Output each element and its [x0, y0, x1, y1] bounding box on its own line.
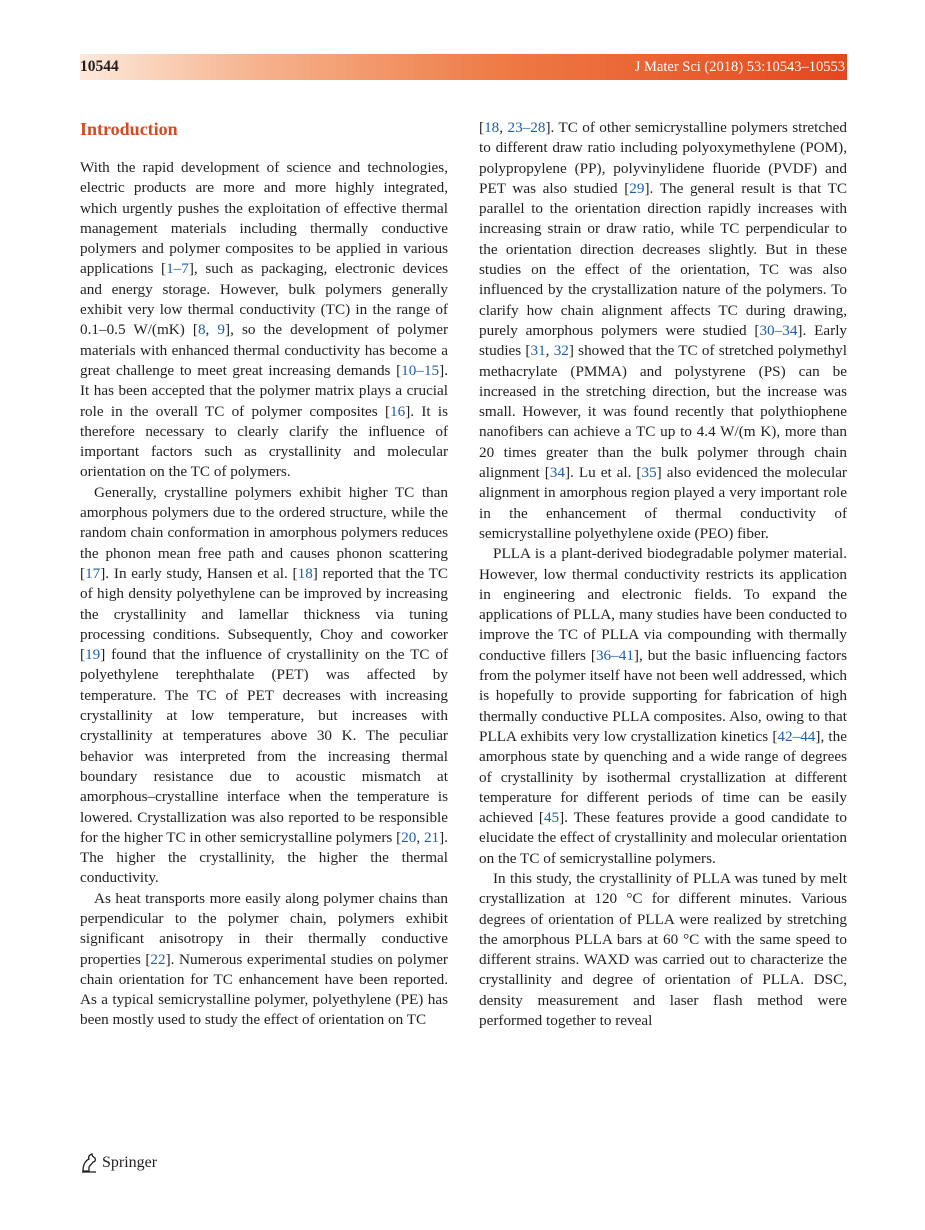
paragraph [80, 158, 448, 483]
paragraph-text: ]. TC of other semicrystalline polymers stretched to different draw ratio including polyoxymethylene (POM), polypropylene (PP), polyvinylidene fluoride (PVDF) and PET was also studied [ [479, 119, 848, 197]
paragraph-text: In this study, the crystallinity of PLLA was tuned by melt crystallization at 120 °C for different minutes. Various degrees of orientation of PLLA were realized by stretching the amorphous PLLA bars at 60 °C with the same speed to different strains. WAXD was carried out to characterize the crystallinity and degree of orientation of PLLA. DSC, density measurement and laser flash method were performed together to reveal [479, 869, 847, 1030]
paragraph-text: PLLA is a plant-derived biodegradable polymer material. However, low thermal conductivity restricts its application in engineering and electronic fields. To expand the applications of PLLA, many studies have been conducted to improve the TC of PLLA via compounding with thermally conductive fillers [ [479, 545, 847, 664]
paragraph-text: ] also evidenced the molecular alignment in amorphous region played a very important role in the enhancement of thermal conductivity of semicrystalline polyethylene oxide (PEO) fiber. [479, 464, 847, 542]
right-column [479, 118, 847, 1031]
citation-link[interactable]: 45 [543, 809, 560, 827]
citation-link[interactable]: 21 [423, 828, 440, 846]
paragraph [479, 869, 847, 1031]
citation-link[interactable]: 8 [197, 321, 206, 339]
paragraph-text: , [499, 119, 508, 136]
citation-link[interactable]: 22 [150, 950, 166, 968]
paragraph-text: ]. These features provide a good candidate to elucidate the effect of crystallinity and molecular orientation on the TC of semicrystalline polymers. [479, 809, 847, 867]
paragraph-text: ], the amorphous state by quenching and a wide range of degrees of crystallinity by isothermal crystallization at different temperature for different periods of time can be easily achieved [ [479, 727, 847, 827]
paragraph-text: , [416, 828, 424, 846]
paragraph-text: ]. It is therefore necessary to clearly clarify the influence of important factors such as crystallinity and molecular orientation on the TC of polymers. [80, 402, 449, 481]
paragraph-text: ], such as packaging, electronic devices and energy storage. However, bulk polymers generally exhibit very low thermal conductivity (TC) in the range of 0.1–0.5 W/(mK) [ [80, 260, 448, 339]
paragraph [80, 889, 448, 1031]
paragraph-text: ] showed that the TC of stretched polymethyl methacrylate (PMMA) and polystyrene (PS) can be increased in the stretching direction, but the increase was small. However, it was found recently that polythiophene nanofibers can achieve a TC up to 4.4 W/(m K), more than 20 times greater than the bulk polymer through chain alignment [ [479, 342, 847, 482]
footer-logo [80, 1153, 157, 1173]
paragraph-text: ] found that the influence of crystallinity on the TC of polyethylene terephthalate (PET) was affected by temperature. The TC of PET decreases with increasing crystallinity at low temperature, but increases with crystallinity at temperatures above 30 K. The peculiar behavior was interpreted from the increasing thermal boundary resistance due to acoustic mismatch at amorphous–crystalline interface when the temperature is lowered. Crystallization was also reported to be responsible for the higher TC in other semicrystalline polymers [ [80, 646, 448, 846]
section-title: Introduction [80, 119, 178, 139]
citation-link[interactable]: 34 [549, 464, 565, 482]
paragraph [479, 544, 847, 869]
citation-link[interactable]: 9 [217, 321, 226, 339]
citation-link[interactable]: 18 [297, 564, 313, 582]
citation-link[interactable]: 17 [85, 564, 101, 582]
springer-horse-icon [80, 1153, 98, 1173]
citation-link[interactable]: 23–28 [507, 119, 546, 136]
paragraph-text: Generally, crystalline polymers exhibit higher TC than amorphous polymers due to the ordered structure, while the random chain conformation in amorphous polymers reduces the phonon mean free path and causes phonon scattering [ [80, 483, 448, 582]
paragraph-text: ]. Lu et al. [ [564, 464, 642, 482]
paragraph-text: ], so the development of polymer materials with enhanced thermal conductivity has become a great challenge to meet great increasing demands [ [80, 321, 449, 379]
citation-link[interactable]: 16 [390, 402, 406, 420]
paragraph-text: , [545, 342, 554, 360]
paragraph-text: ]. The higher the crystallinity, the higher the thermal conductivity. [80, 828, 448, 887]
paragraph-text: ]. In early study, Hansen et al. [ [100, 564, 298, 582]
paragraph-text: As heat transports more easily along polymer chains than perpendicular to the polymer chain, polymers exhibit significant anisotropy in their thermally conductive properties [ [80, 889, 448, 968]
paragraph-text: ]. Early studies [ [479, 321, 848, 360]
paragraph-text: With the rapid development of science and technologies, electric products are more and more highly integrated, which urgently pushes the exploitation of effective thermal management materials including thermally conductive polymers and polymer composites to be applied in various applications [ [80, 159, 448, 278]
citation-link[interactable]: 35 [641, 464, 657, 482]
paragraph-text: ]. Numerous experimental studies on polymer chain orientation for TC enhancement have been reported. As a typical semicrystalline polymer, polyethylene (PE) has been mostly used to study the effect of orientation on TC [80, 950, 448, 1029]
paragraph-text: ]. It has been accepted that the polymer matrix plays a crucial role in the overall TC of polymer composites [ [80, 361, 448, 420]
citation-link[interactable]: 18 [484, 119, 500, 136]
paragraph-text: ]. The general result is that TC parallel to the orientation direction rapidly increases with increasing strain or draw ratio, while TC perpendicular to the orientation direction decreases slightly. But in these studies on the effect of the orientation, TC was also influenced by the crystallization nature of the polymers. To clarify how chain alignment affects TC during drawing, purely amorphous polymers were studied [ [479, 179, 847, 339]
citation-link[interactable]: 29 [629, 179, 645, 197]
citation-link[interactable]: 42–44 [777, 727, 816, 745]
publisher-name: Springer [102, 1154, 158, 1171]
left-column [80, 114, 448, 1031]
running-head: J Mater Sci (2018) 53:10543–10553 [634, 59, 845, 75]
citation-link[interactable]: 30–34 [759, 321, 798, 339]
citation-link[interactable]: 36–41 [595, 646, 634, 664]
citation-link[interactable]: 32 [553, 342, 569, 360]
paragraph-text: [ [479, 119, 485, 136]
left-paragraphs [80, 158, 448, 1031]
paragraph-text: , [205, 321, 218, 339]
citation-link[interactable]: 19 [85, 646, 101, 664]
citation-link[interactable]: 10–15 [401, 361, 440, 379]
paragraph [479, 118, 847, 544]
page-number: 10544 [80, 58, 119, 75]
citation-link[interactable]: 20 [401, 828, 417, 846]
paragraph-text: ] reported that the TC of high density polyethylene can be improved by increasing the crystallinity and lamellar thickness via tuning processing conditions. Subsequently, Choy and coworker [ [80, 564, 448, 664]
paragraph-text: ], but the basic influencing factors from the polymer itself have not been well addressed, which is hopefully to provide supporting for fabrication of high thermally conductive PLLA composites. Also, owing to that PLLA exhibits very low crystallization kinetics [ [479, 646, 847, 745]
citation-link[interactable]: 1–7 [166, 260, 189, 278]
paragraph [80, 483, 448, 889]
citation-link[interactable]: 31 [530, 342, 546, 360]
